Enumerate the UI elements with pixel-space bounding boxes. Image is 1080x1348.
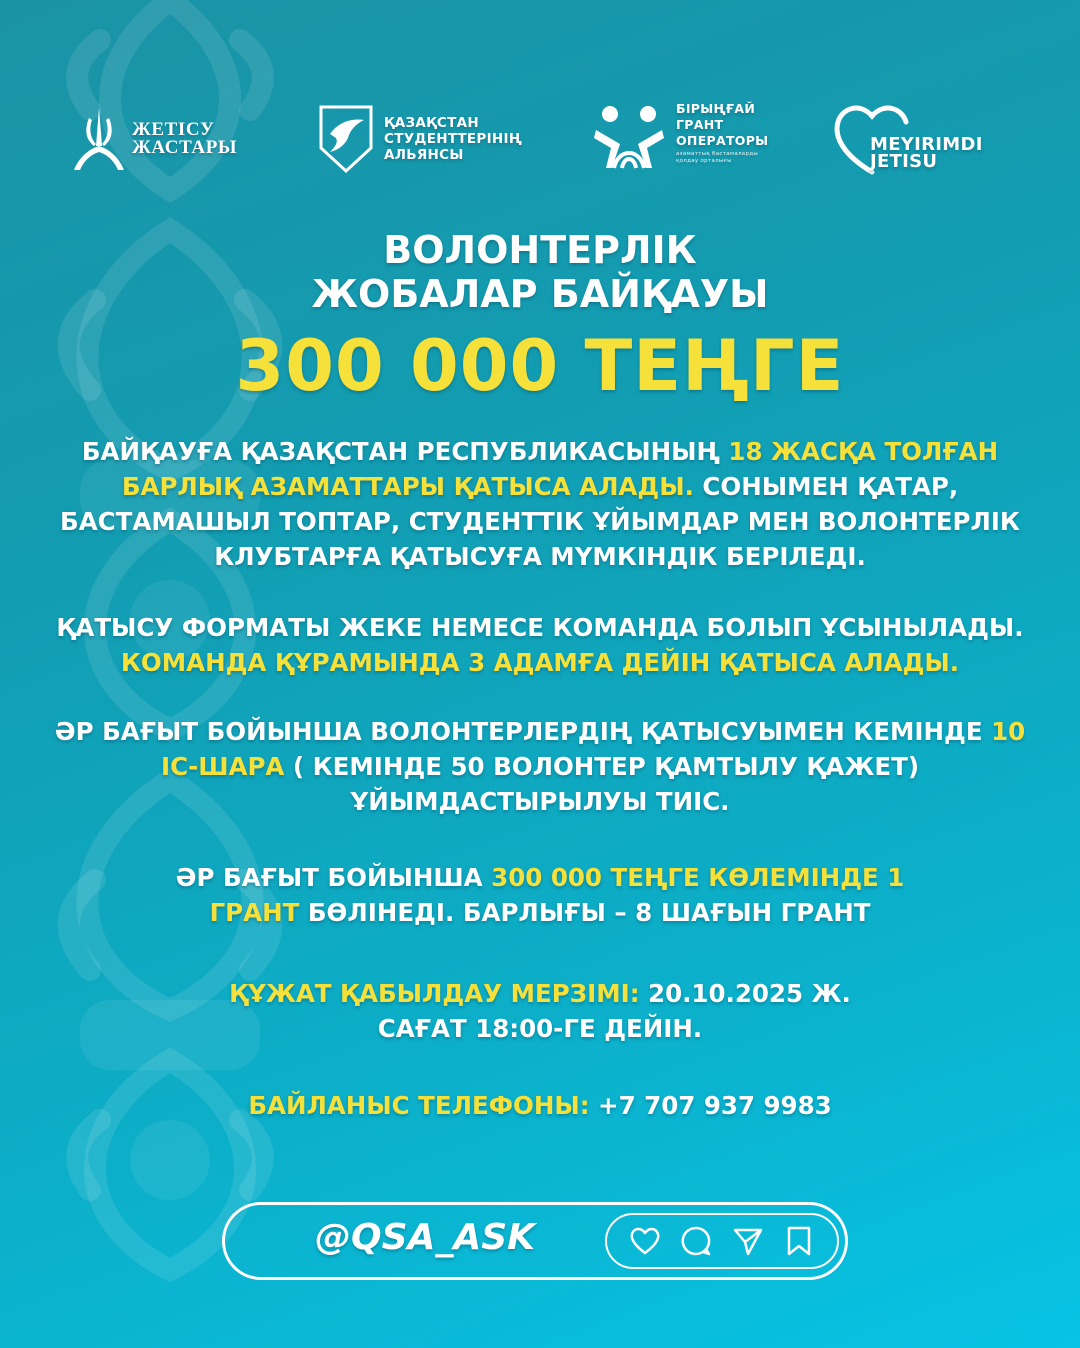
grant-paragraph: ӘР БАҒЫТ БОЙЫНША 300 000 ТЕҢГЕ КӨЛЕМІНДЕ 1 ГРАНТ БӨЛІНЕДІ. БАРЛЫҒЫ – 8 ШАҒЫН ГРАНТ [175, 863, 905, 927]
logo-meyirimdi-jetisu [832, 98, 983, 170]
alliance-shield-icon [318, 104, 374, 174]
comment-icon[interactable] [679, 1224, 713, 1258]
zhetisu-logo-text: ЖЕТІСУ ЖАСТАРЫ [132, 119, 238, 158]
prize-amount: 300 000 ТЕҢГЕ [235, 325, 845, 407]
logo-grant-operators [594, 101, 769, 170]
zhetisu-emblem-icon [72, 106, 126, 172]
page-title: ВОЛОНТЕРЛІК ЖОБАЛАР БАЙҚАУЫ [311, 228, 769, 316]
social-actions [605, 1213, 839, 1269]
instagram-handle[interactable]: @QSA_ASK [315, 1217, 536, 1258]
heart-icon[interactable] [628, 1224, 662, 1258]
bookmark-icon[interactable] [782, 1224, 816, 1258]
logo-student-alliance [318, 104, 522, 174]
eligibility-paragraph: БАЙҚАУҒА ҚАЗАҚСТАН РЕСПУБЛИКАСЫНЫҢ 18 ЖАСҚА ТОЛҒАН БАРЛЫҚ АЗАМАТТАРЫ ҚАТЫСА АЛАДЫ. СОНЫМЕН ҚАТАР, БАСТАМАШЫЛ ТОПТАР, СТУДЕНТТІК ҰЙЫМДАР МЕН ВОЛОНТЕРЛІК КЛУБТАРҒА ҚАТЫСУҒА МҮМКІНДІК БЕРІЛЕДІ. [60, 437, 1020, 571]
format-paragraph: ҚАТЫСУ ФОРМАТЫ ЖЕКЕ НЕМЕСЕ КОМАНДА БОЛЫП ҰСЫНЫЛАДЫ. КОМАНДА ҚҰРАМЫНДА 3 АДАМҒА ДЕЙІН ҚАТЫСА АЛАДЫ. [56, 613, 1024, 677]
grant-people-icon [594, 104, 664, 170]
meyirimdi-logo-text: MEYIRIMDI JETISU [870, 134, 983, 172]
alliance-logo-text: ҚАЗАҚСТАН СТУДЕНТТЕРІНІҢ АЛЬЯНСЫ [384, 115, 523, 163]
logo-zhetisu-zhastary [72, 106, 237, 172]
send-icon[interactable] [731, 1224, 765, 1258]
contact-paragraph: БАЙЛАНЫС ТЕЛЕФОНЫ: +7 707 937 9983 [248, 1091, 832, 1120]
events-paragraph: ӘР БАҒЫТ БОЙЫНША ВОЛОНТЕРЛЕРДІҢ ҚАТЫСУЫМЕН КЕМІНДЕ 10 ІС-ШАРА ( КЕМІНДЕ 50 ВОЛОНТЕР ҚАМТЫЛУ ҚАЖЕТ) ҰЙЫМДАСТЫРЫЛУЫ ТИІС. [54, 717, 1026, 816]
footer-bar [222, 1202, 848, 1280]
grant-logo-text: БІРЫҢҒАЙ ГРАНТ ОПЕРАТОРЫ азаматтық бастамаларды қолдау орталығы [676, 101, 769, 164]
deadline-paragraph: ҚҰЖАТ ҚАБЫЛДАУ МЕРЗІМІ: 20.10.2025 Ж. САҒАТ 18:00-ГЕ ДЕЙІН. [229, 979, 851, 1043]
